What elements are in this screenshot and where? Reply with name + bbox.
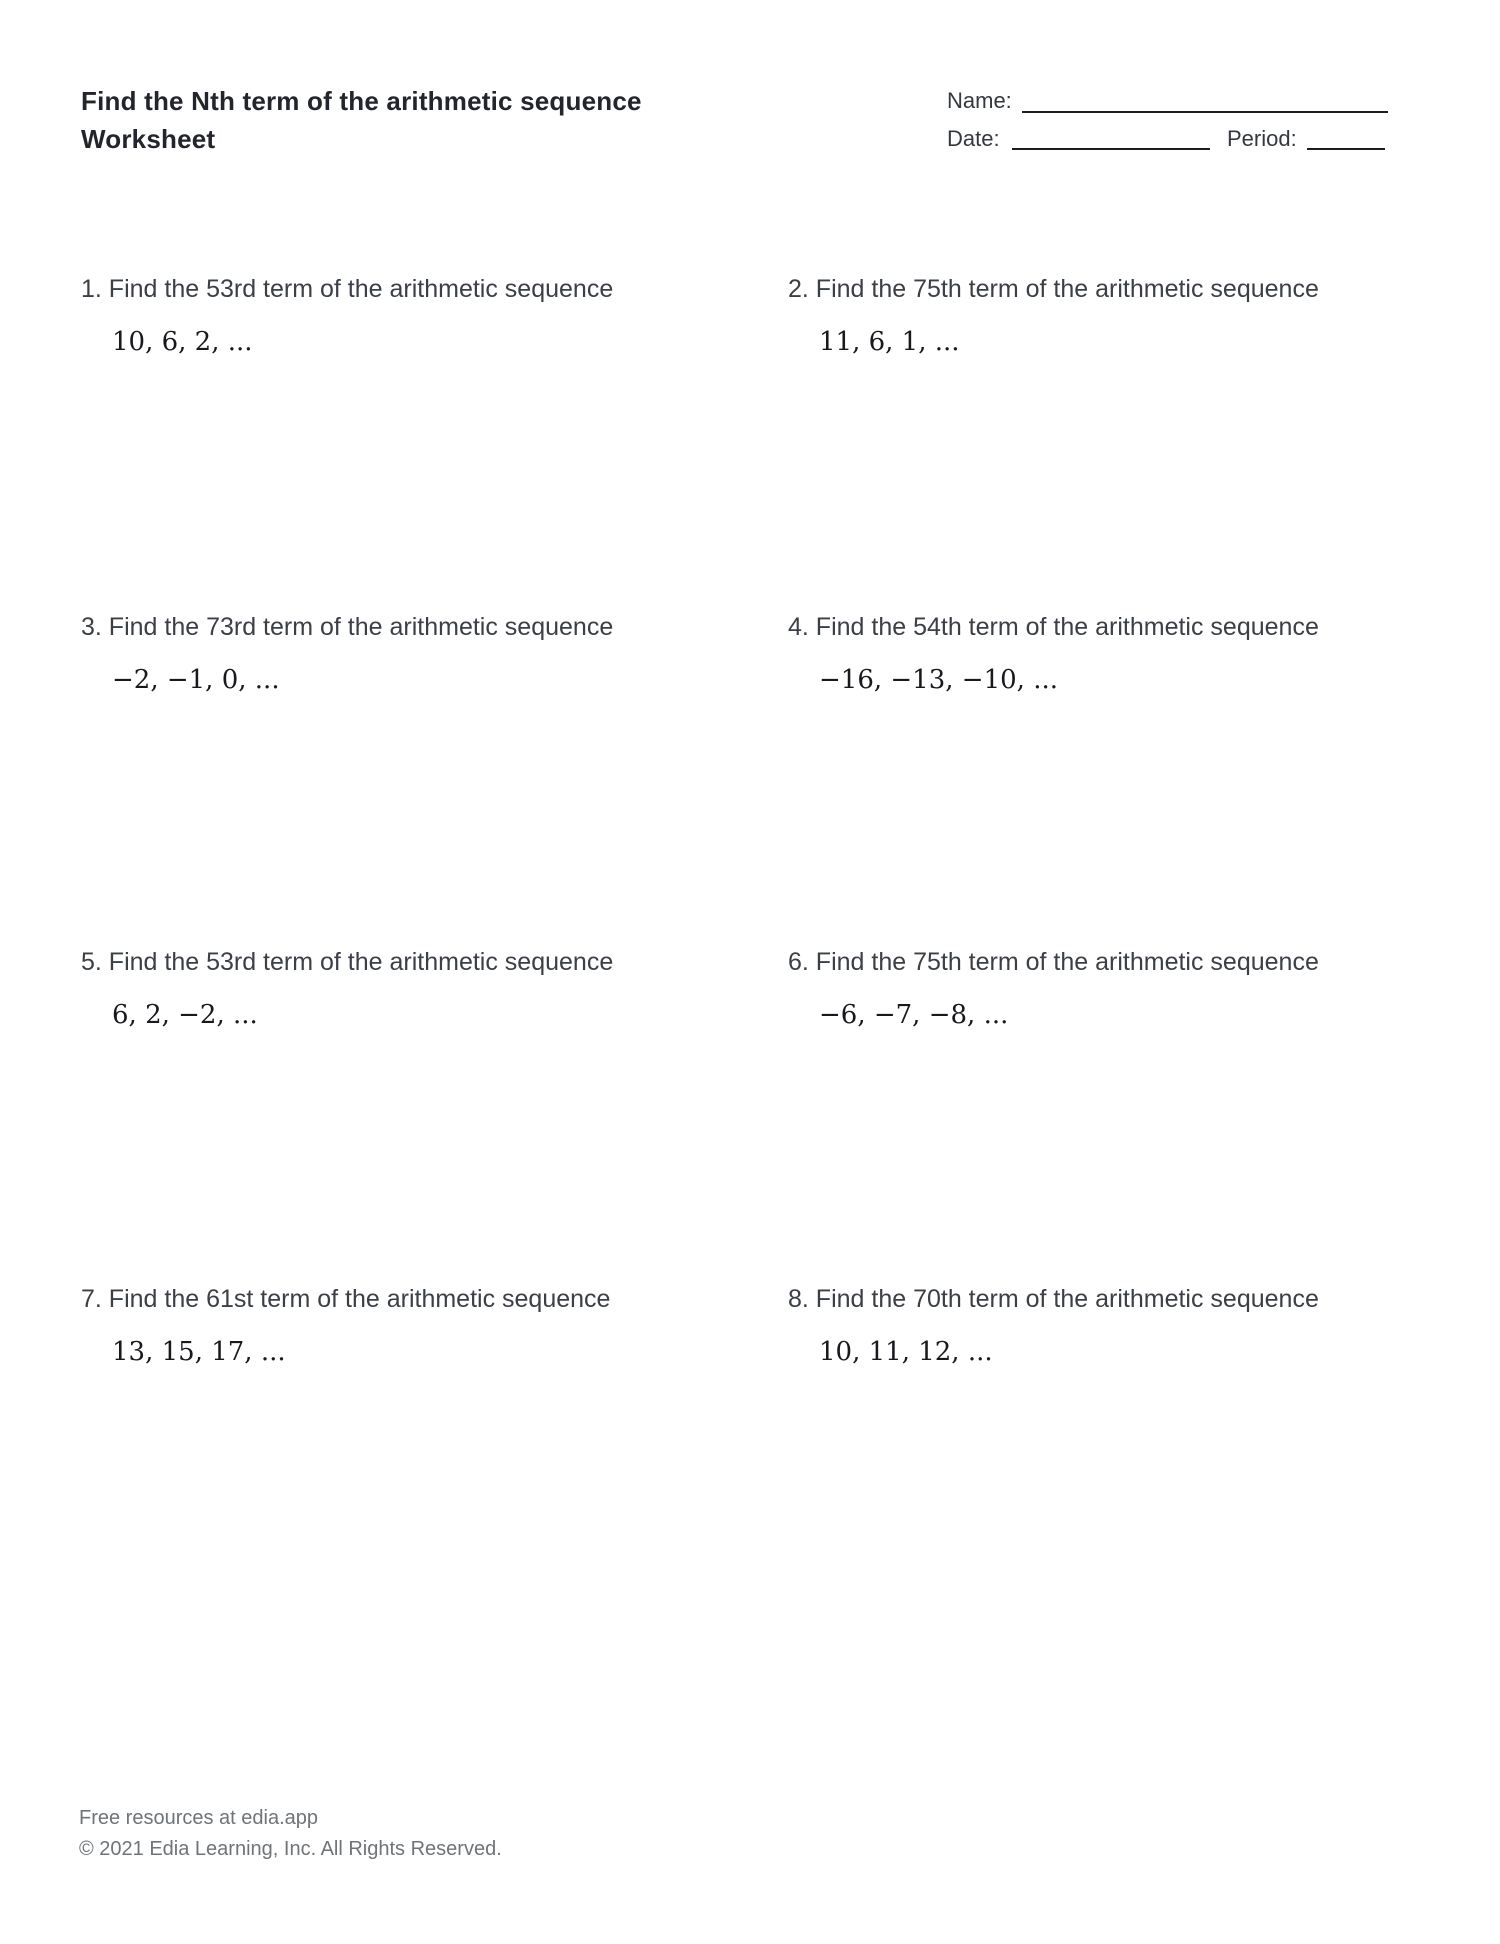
date-blank-line	[1012, 148, 1210, 150]
period-label: Period:	[1227, 126, 1297, 151]
page-title	[81, 82, 642, 158]
problem-8-sequence: 10, 11, 12, ...	[819, 1337, 993, 1367]
problem-7-question: 7. Find the 61st term of the arithmetic sequence	[81, 1285, 611, 1313]
name-blank-line	[1022, 111, 1388, 113]
page-footer	[79, 1803, 502, 1865]
problem-1	[81, 273, 701, 359]
problem-3-question: 3. Find the 73rd term of the arithmetic sequence	[81, 613, 614, 641]
page-title-line1: Find the Nth term of the arithmetic sequence	[81, 86, 642, 116]
problem-8	[788, 1283, 1408, 1369]
problem-2-question: 2. Find the 75th term of the arithmetic sequence	[788, 275, 1319, 303]
problem-2	[788, 273, 1408, 359]
problem-8-question: 8. Find the 70th term of the arithmetic sequence	[788, 1285, 1319, 1313]
problem-1-question: 1. Find the 53rd term of the arithmetic sequence	[81, 275, 614, 303]
date-label: Date:	[947, 126, 1000, 151]
problem-5	[81, 946, 701, 1032]
problem-7	[81, 1283, 701, 1369]
problem-2-sequence: 11, 6, 1, ...	[819, 327, 960, 357]
problem-6-question: 6. Find the 75th term of the arithmetic sequence	[788, 948, 1319, 976]
problem-5-sequence: 6, 2, −2, ...	[112, 1000, 258, 1030]
footer-resources-text: Free resources at edia.app	[79, 1807, 319, 1829]
problem-6	[788, 946, 1408, 1032]
problem-6-sequence: −6, −7, −8, ...	[819, 1000, 1009, 1030]
period-blank-line	[1307, 148, 1385, 150]
name-label: Name:	[947, 88, 1012, 113]
problem-4-sequence: −16, −13, −10, ...	[819, 665, 1058, 695]
page-title-line2: Worksheet	[81, 124, 216, 154]
problem-7-sequence: 13, 15, 17, ...	[112, 1337, 286, 1367]
footer-copyright-text: © 2021 Edia Learning, Inc. All Rights Reserved.	[79, 1838, 502, 1860]
problem-1-sequence: 10, 6, 2, ...	[112, 327, 253, 357]
problem-4	[788, 611, 1408, 697]
problem-3	[81, 611, 701, 697]
problem-4-question: 4. Find the 54th term of the arithmetic sequence	[788, 613, 1319, 641]
problem-3-sequence: −2, −1, 0, ...	[112, 665, 280, 695]
problem-5-question: 5. Find the 53rd term of the arithmetic sequence	[81, 948, 614, 976]
